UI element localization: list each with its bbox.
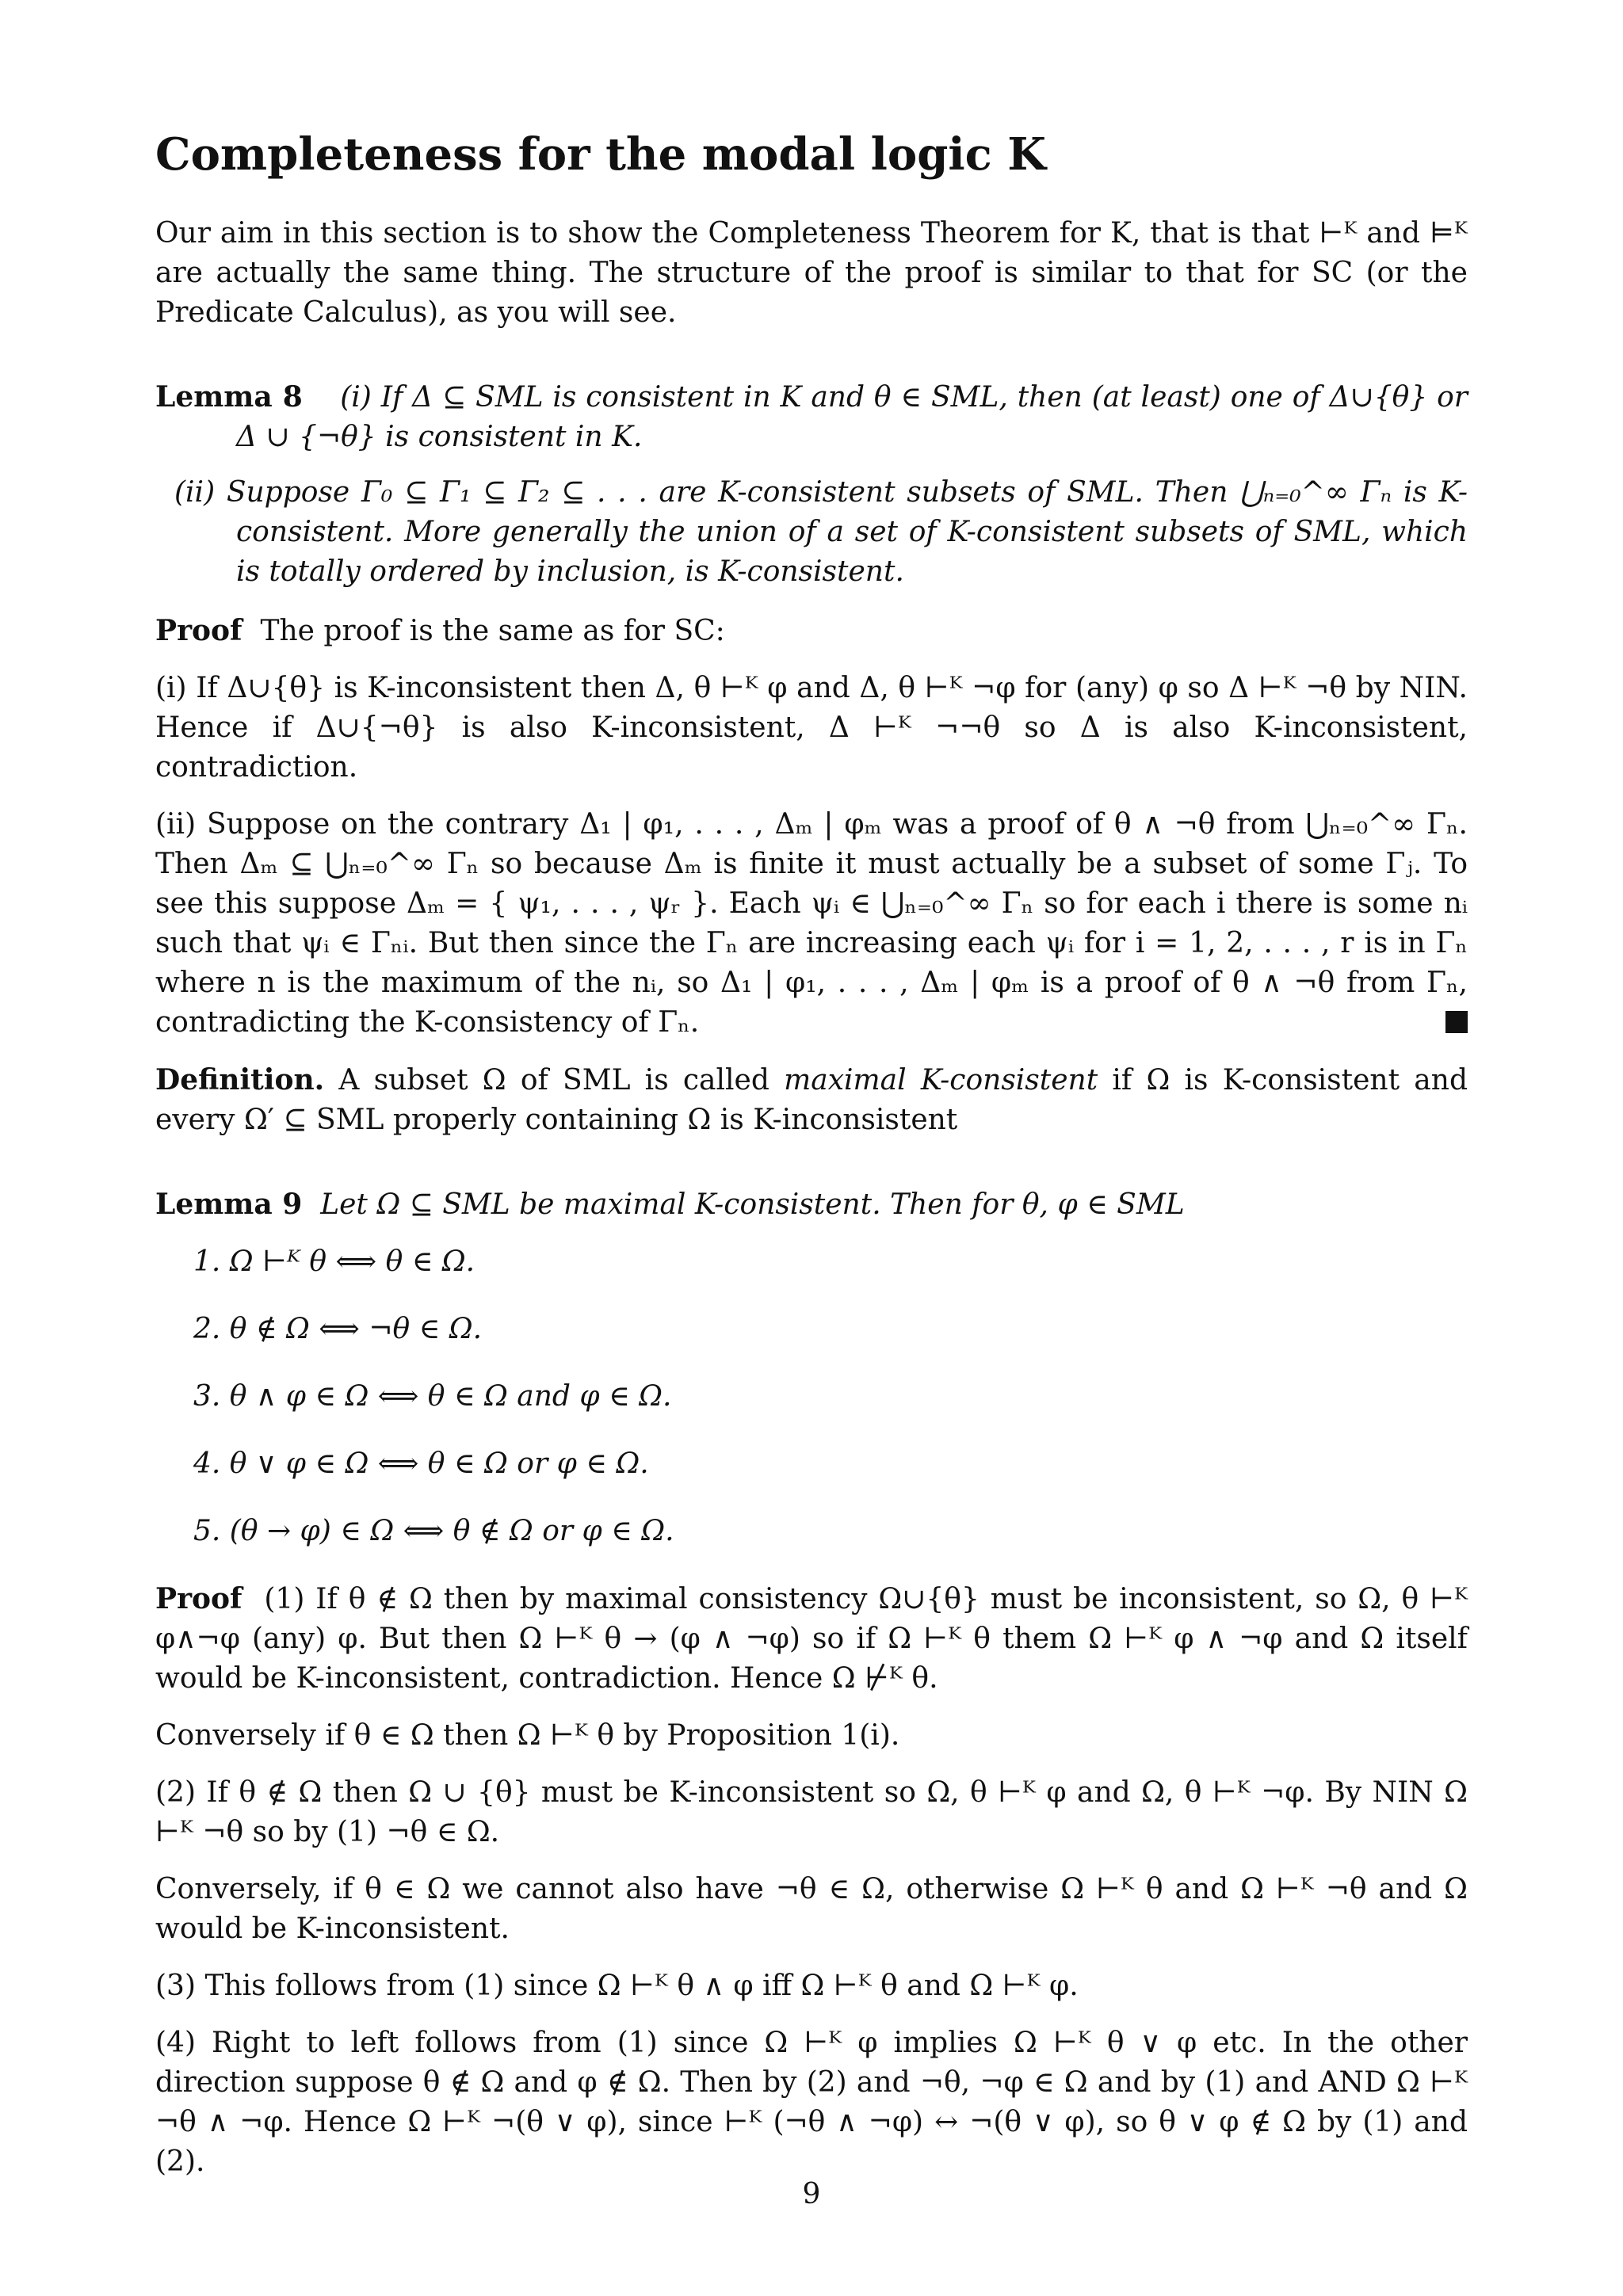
proof-8-lead-text: The proof is the same as for SC: [260,615,725,647]
proof-9-para-5: (3) This follows from (1) since Ω ⊢ᴷ θ ∧ φ iff Ω ⊢ᴷ θ and Ω ⊢ᴷ φ. [155,1970,1079,2002]
definition-text-a: A subset Ω of SML is called [338,1064,785,1097]
definition-text-b: if Ω is K-consistent and every Ω′ ⊆ SML properly containing Ω is K-inconsistent [155,1064,1468,1136]
lemma-8-part-i [155,377,1468,457]
lemma-8-part-i-text: (i) If Δ ⊆ SML is consistent in K and θ ∈ SML, then (at least) one of Δ∪{θ} or Δ ∪ {¬θ} is consistent in K. [236,381,1468,453]
proof-9-para-2: Conversely if θ ∈ Ω then Ω ⊢ᴷ θ by Proposition 1(i). [155,1719,900,1752]
lemma-9-statement [155,1184,1468,1225]
lemma-8-part-ii: (ii) Suppose Γ₀ ⊆ Γ₁ ⊆ Γ₂ ⊆ . . . are K-consistent subsets of SML. Then ⋃ₙ₌₀^∞ Γₙ is K-consistent. More generally the union of a set of K-consistent subsets of SML, which is totally ordered by inclusion, is K-consistent. [174,476,1468,588]
lemma-9-item-1: 1. Ω ⊢ᴷ θ ⟺ θ ∈ Ω. [193,1245,475,1278]
lemma-8-label: Lemma 8 [155,380,303,414]
lemma-9-item-5: 5. (θ → φ) ∈ Ω ⟺ θ ∉ Ω or φ ∈ Ω. [193,1515,674,1547]
lemma-9-text: Let Ω ⊆ SML be maximal K-consistent. Then for θ, φ ∈ SML [320,1188,1185,1221]
proof-9-text-1: (1) If θ ∉ Ω then by maximal consistency Ω∪{θ} must be inconsistent, so Ω, θ ⊢ᴷ φ∧¬φ (any) φ. But then Ω ⊢ᴷ θ → (φ ∧ ¬φ) so if Ω ⊢ᴷ θ them Ω ⊢ᴷ φ ∧ ¬φ and Ω itself would be K-inconsistent, contradiction. Hence Ω ⊬ᴷ θ. [155,1583,1468,1695]
proof-8-part-ii-block [155,805,1468,1043]
proof-9-para-4: Conversely, if θ ∈ Ω we cannot also have ¬θ ∈ Ω, otherwise Ω ⊢ᴷ θ and Ω ⊢ᴷ ¬θ and Ω would be K-inconsistent. [155,1873,1468,1945]
page-number: 9 [802,2178,821,2210]
lemma-9-item-2: 2. θ ∉ Ω ⟺ ¬θ ∈ Ω. [193,1313,483,1345]
intro-paragraph: Our aim in this section is to show the Completeness Theorem for K, that is that ⊢ᴷ and ⊨ᴷ are actually the same thing. The structure of the proof is similar to that for SC (or the Predicate Calculus), as you will see. [155,217,1468,329]
proof-8-lead [155,611,1468,651]
definition-paragraph [155,1060,1468,1140]
proof-9-para-1 [155,1579,1468,1699]
proof-8-part-i: (i) If Δ∪{θ} is K-inconsistent then Δ, θ ⊢ᴷ φ and Δ, θ ⊢ᴷ ¬φ for (any) φ so Δ ⊢ᴷ ¬θ by NIN. Hence if Δ∪{¬θ} is also K-inconsistent, Δ ⊢ᴷ ¬¬θ so Δ is also K-inconsistent, contradiction. [155,672,1468,784]
qed-square-icon [1445,1011,1468,1033]
lemma-9-item-3: 3. θ ∧ φ ∈ Ω ⟺ θ ∈ Ω and φ ∈ Ω. [193,1380,672,1413]
spacer [155,1158,1468,1184]
proof-9-para-3: (2) If θ ∉ Ω then Ω ∪ {θ} must be K-inconsistent so Ω, θ ⊢ᴷ φ and Ω, θ ⊢ᴷ ¬φ. By NIN Ω ⊢ᴷ ¬θ so by (1) ¬θ ∈ Ω. [155,1776,1468,1848]
lemma-9-item-4: 4. θ ∨ φ ∈ Ω ⟺ θ ∈ Ω or φ ∈ Ω. [193,1447,649,1480]
proof-8-part-ii: (ii) Suppose on the contrary Δ₁ | φ₁, . . . , Δₘ | φₘ was a proof of θ ∧ ¬θ from ⋃ₙ₌₀^∞ Γₙ. Then Δₘ ⊆ ⋃ₙ₌₀^∞ Γₙ so because Δₘ is finite it must actually be a subset of some Γⱼ. To see this suppose Δₘ = { ψ₁, . . . , ψᵣ }. Each ψᵢ ∈ ⋃ₙ₌₀^∞ Γₙ so for each i there is some nᵢ such that ψᵢ ∈ Γₙᵢ. But then since the Γₙ are increasing each ψᵢ for i = 1, 2, . . . , r is in Γₙ where n is the maximum of the nᵢ, so Δ₁ | φ₁, . . . , Δₘ | φₘ is a proof of θ ∧ ¬θ from Γₙ, contradicting the K-consistency of Γₙ. [155,808,1468,1039]
proof-8-label: Proof [155,614,242,647]
lemma-9-list [155,1242,1468,1551]
lemma-9-label: Lemma 9 [155,1188,303,1221]
spacer [155,350,1468,377]
definition-label: Definition. [155,1063,325,1097]
section-title: Completeness for the modal logic K [155,128,1046,181]
definition-term: maximal K-consistent [784,1064,1098,1097]
proof-9-para-6: (4) Right to left follows from (1) since Ω ⊢ᴷ φ implies Ω ⊢ᴷ θ ∨ φ etc. In the other direction suppose θ ∉ Ω and φ ∉ Ω. Then by (2) and ¬θ, ¬φ ∈ Ω and by (1) and AND Ω ⊢ᴷ ¬θ ∧ ¬φ. Hence Ω ⊢ᴷ ¬(θ ∨ φ), since ⊢ᴷ (¬θ ∧ ¬φ) ↔ ¬(θ ∨ φ), so θ ∨ φ ∉ Ω by (1) and (2). [155,2027,1468,2178]
proof-9-label: Proof [155,1582,242,1615]
